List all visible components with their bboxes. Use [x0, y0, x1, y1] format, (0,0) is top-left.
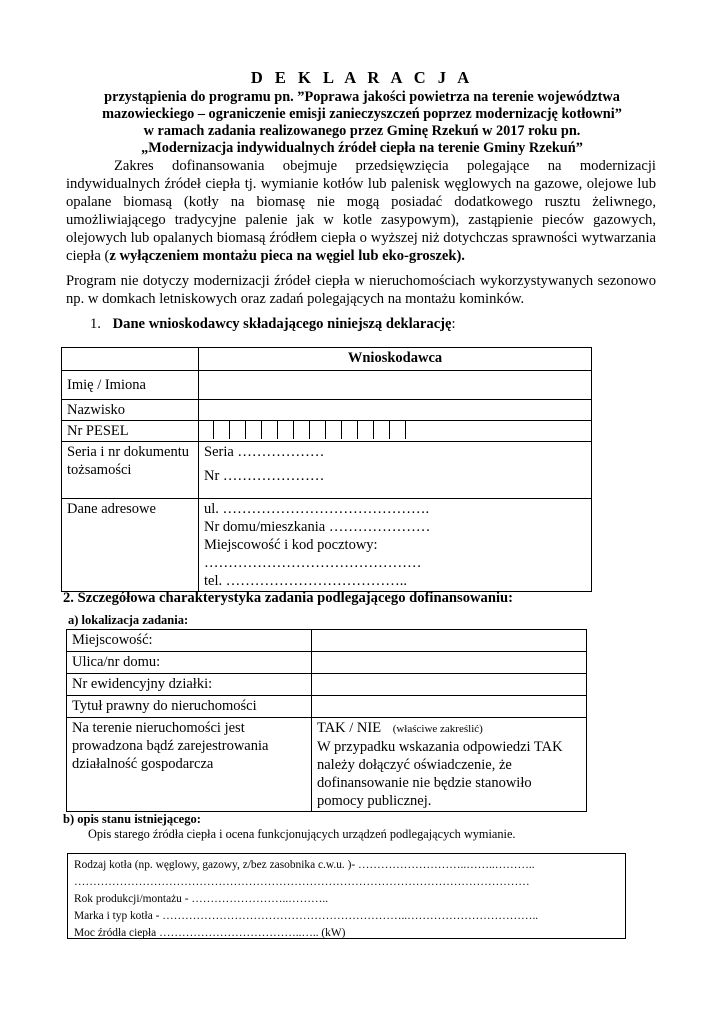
subtitle-line-3: w ramach zadania realizowanego przez Gminę Rzekuń w 2017 roku pn. — [143, 123, 581, 139]
subtitle-line-2: mazowieckiego – ograniczenie emisji zanieczyszczeń poprzez modernizację kotłowni” — [102, 106, 622, 122]
power-line[interactable]: Moc źródła ciepła ………………………………..….. (kW) — [74, 927, 346, 939]
section-2b-description: Opis starego źródła ciepła i ocena funkcjonujących urządzeń podlegających wymianie. — [88, 827, 516, 841]
input-imie[interactable] — [199, 371, 592, 400]
input-adres[interactable] — [199, 499, 592, 592]
pesel-box[interactable] — [199, 421, 214, 439]
applicant-header: Wnioskodawca — [199, 348, 592, 371]
label-tytul: Tytuł prawny do nieruchomości — [67, 696, 312, 718]
address-house: Nr domu/mieszkania ………………… — [204, 519, 431, 535]
pesel-box[interactable] — [278, 421, 294, 439]
section-2a-heading: a) lokalizacja zadania: — [68, 613, 189, 627]
brand-type-line[interactable]: Marka i typ kotła - ………………………………………………………..…………………………….. — [74, 910, 539, 922]
label-miejscowosc: Miejscowość: — [67, 630, 312, 652]
pesel-box[interactable] — [326, 421, 342, 439]
existing-heat-source-box — [67, 853, 626, 939]
pesel-box[interactable] — [294, 421, 310, 439]
tak-nie-hint: (właściwe zakreślić) — [392, 723, 483, 735]
applicant-table — [61, 347, 592, 592]
input-dokument[interactable] — [199, 442, 592, 499]
pesel-box[interactable] — [342, 421, 358, 439]
input-ulica[interactable] — [312, 652, 587, 674]
section-2-heading: 2. Szczegółowa charakterystyka zadania podlegającego dofinansowaniu: — [63, 590, 513, 606]
pesel-box[interactable] — [214, 421, 230, 439]
pesel-box[interactable] — [262, 421, 278, 439]
label-imie: Imię / Imiona — [62, 371, 199, 400]
boiler-type-line[interactable]: Rodzaj kotła (np. węglowy, gazowy, z/bez zasobnika c.w.u. )- ………………………..……..……….. — [74, 859, 535, 871]
pesel-box[interactable] — [358, 421, 374, 439]
document-title: D E K L A R A C J A — [250, 68, 474, 87]
address-city: ……………………………………… — [204, 555, 422, 571]
location-table — [66, 629, 587, 812]
boiler-type-continuation[interactable]: ………………………………………………………………………………………………………… — [74, 876, 530, 888]
tak-nie-note: W przypadku wskazania odpowiedzi TAK należy dołączyć oświadczenie, że dofinansowanie nie będzie stanowiło pomocy publicznej. — [317, 739, 563, 809]
label-ulica: Ulica/nr domu: — [67, 652, 312, 674]
section-1-colon: : — [451, 316, 456, 332]
scope-text: Zakres dofinansowania obejmuje przedsięwzięcia polegające na modernizacji indywidualnych źródeł ciepła tj. wymianie kotłów lub palenisk węglowych na gazowe, olejowe lub opalane biomasą (kotły na biomasę nie mogą posiadać dodatkowego rusztu żeliwnego, umożliwiającego tradycyjne palenie jak w kotle zasypowym), zastąpienie pieców gazowych, olejowych lub opalanych biomasą źródłem ciepła o wyższej niż dotychczas sprawności wytwarzania ciepła ( — [66, 158, 656, 264]
label-nazwisko: Nazwisko — [62, 400, 199, 421]
pesel-box[interactable] — [374, 421, 390, 439]
label-dzialka: Nr ewidencyjny działki: — [67, 674, 312, 696]
label-adres: Dane adresowe — [62, 499, 199, 592]
section-1-title: Dane wnioskodawcy składającego niniejszą deklarację — [112, 316, 452, 332]
label-pesel: Nr PESEL — [62, 421, 199, 442]
production-year-line[interactable]: Rok produkcji/montażu - ……………………..……….. — [74, 893, 329, 905]
input-miejscowosc[interactable] — [312, 630, 587, 652]
pesel-boxes — [199, 421, 591, 439]
pesel-box[interactable] — [230, 421, 246, 439]
label-dokument: Seria i nr dokumentu tożsamości — [62, 442, 199, 499]
label-dzialalnosc: Na terenie nieruchomości jest prowadzona bądź zarejestrowania działalność gospodarcza — [67, 718, 312, 812]
address-city-label: Miejscowość i kod pocztowy: — [204, 537, 378, 553]
input-dzialalnosc[interactable] — [312, 718, 587, 812]
pesel-box[interactable] — [310, 421, 326, 439]
address-street: ul. ……………………………………. — [204, 501, 430, 517]
subtitle-line-1: przystąpienia do programu pn. ”Poprawa jakości powietrza na terenie województwa — [104, 89, 620, 105]
input-tytul[interactable] — [312, 696, 587, 718]
program-note: Program nie dotyczy modernizacji źródeł ciepła w nieruchomościach wykorzystywanych sezonowo np. w domkach letniskowych oraz zadań polegających na montażu kominków. — [66, 273, 656, 307]
subtitle-line-4: „Modernizacja indywidualnych źródeł ciepła na terenie Gminy Rzekuń” — [141, 140, 583, 156]
scope-text-bold: z wyłączeniem montażu pieca na węgiel lub eko-groszek). — [109, 248, 465, 264]
section-1-heading — [90, 315, 456, 333]
tak-nie-option[interactable]: TAK / NIE — [317, 720, 382, 736]
input-nazwisko[interactable] — [199, 400, 592, 421]
section-1-number: 1. — [90, 316, 101, 332]
pesel-box[interactable] — [246, 421, 262, 439]
section-2b-heading: b) opis stanu istniejącego: — [63, 812, 201, 826]
scope-paragraph — [66, 157, 656, 265]
input-pesel[interactable] — [199, 421, 592, 442]
input-dzialka[interactable] — [312, 674, 587, 696]
doc-nr: Nr ………………… — [204, 468, 325, 484]
pesel-box[interactable] — [390, 421, 406, 439]
address-phone: tel. ……………………………….. — [204, 573, 407, 589]
doc-seria: Seria ……………… — [204, 444, 325, 460]
